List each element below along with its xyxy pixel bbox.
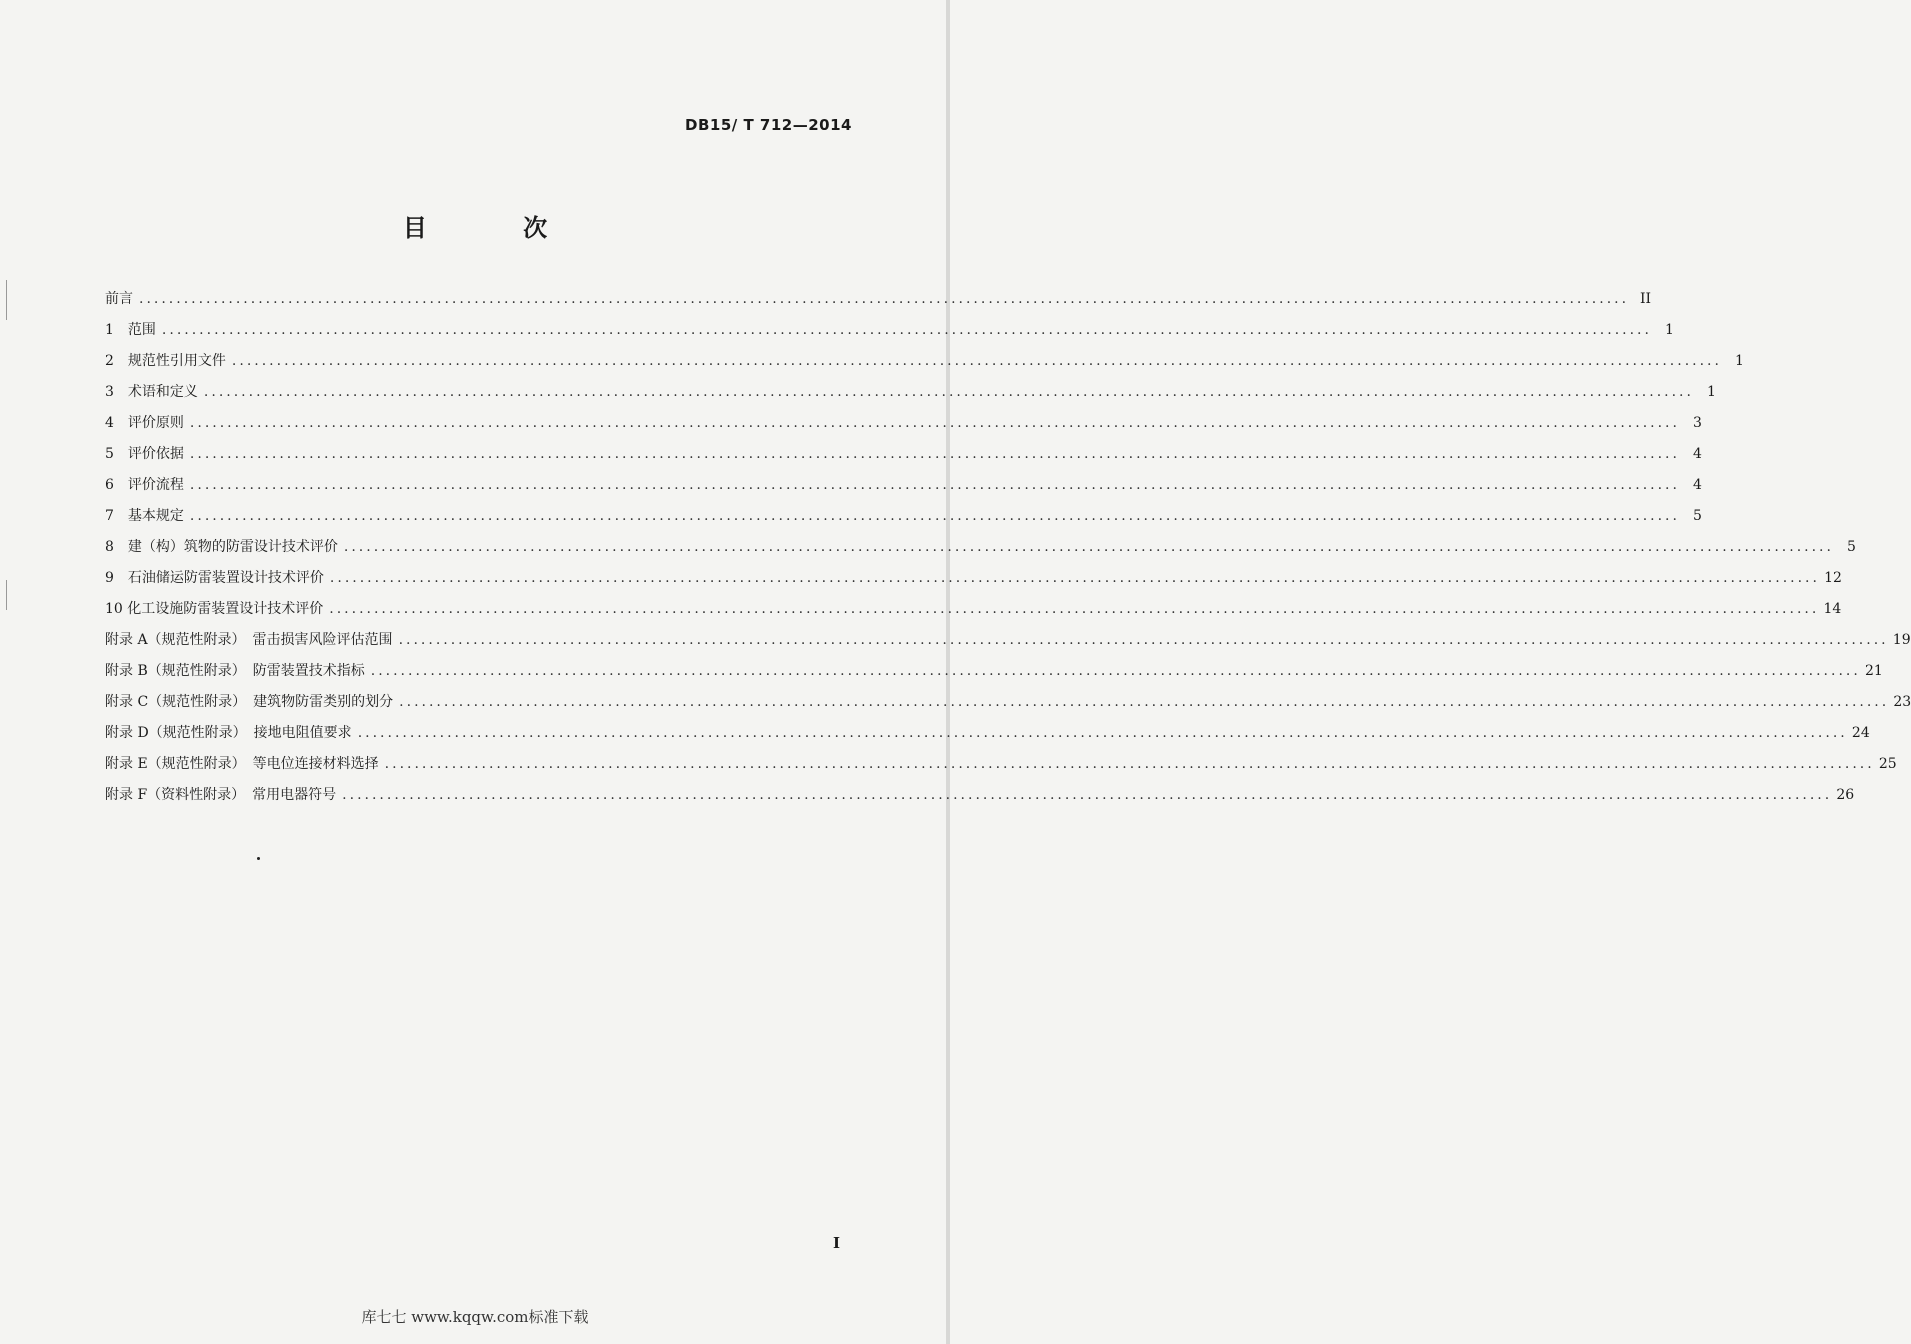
toc-entry-label: 附录 C（规范性附录） 建筑物防雷类别的划分 (105, 694, 394, 710)
toc-entry[interactable] (105, 629, 1911, 660)
toc-entry-label: 附录 A（规范性附录） 雷击损害风险评估范围 (105, 632, 393, 648)
toc-leader-dots: ........................................................................................................................................................................................................ (398, 632, 1889, 648)
toc-entry-label: 3 术语和定义 (105, 384, 198, 400)
toc-leader-dots: ........................................................................................................................................................................................................ (139, 291, 1630, 307)
scan-mark (6, 580, 7, 610)
toc-entry-page: 21 (1864, 663, 1883, 679)
standard-code: DB15/ T 712—2014 (685, 116, 852, 134)
toc-entry-page: 14 (1823, 601, 1842, 617)
toc-entry[interactable] (105, 753, 1897, 784)
scan-speck (257, 857, 260, 860)
toc-leader-dots: ........................................................................................................................................................................................................ (357, 725, 1848, 741)
page-number: I (832, 1234, 840, 1252)
toc-entry[interactable] (105, 505, 1702, 536)
toc-entry-page: 1 (1665, 322, 1674, 338)
toc-entry-page: II (1639, 291, 1652, 307)
toc-entry-label: 前言 (105, 291, 133, 307)
toc-entry-label: 4 评价原则 (105, 415, 184, 431)
toc-entry-page: 4 (1693, 446, 1702, 462)
toc-entry[interactable] (105, 443, 1702, 474)
toc-entry-label: 附录 E（规范性附录） 等电位连接材料选择 (105, 756, 379, 772)
toc-entry-label: 5 评价依据 (105, 446, 184, 462)
toc-leader-dots: ........................................................................................................................................................................................................ (189, 477, 1680, 493)
toc-entry-page: 1 (1707, 384, 1716, 400)
toc-entry-page: 3 (1693, 415, 1702, 431)
toc-entry-label: 10 化工设施防雷装置设计技术评价 (105, 601, 324, 617)
toc-leader-dots: ........................................................................................................................................................................................................ (343, 539, 1834, 555)
toc-entry[interactable] (105, 412, 1702, 443)
toc-leader-dots: ........................................................................................................................................................................................................ (231, 353, 1722, 369)
toc-entry-label: 2 规范性引用文件 (105, 353, 226, 369)
toc-leader-dots: ........................................................................................................................................................................................................ (189, 508, 1680, 524)
toc-entry[interactable] (105, 598, 1842, 629)
toc-entry-page: 5 (1693, 508, 1702, 524)
toc-entry-label: 6 评价流程 (105, 477, 184, 493)
toc-entry[interactable] (105, 722, 1870, 753)
toc-entry[interactable] (105, 536, 1856, 567)
toc-entry[interactable] (105, 381, 1716, 412)
toc-entry-label: 8 建（构）筑物的防雷设计技术评价 (105, 539, 338, 555)
toc-entry-page: 12 (1824, 570, 1842, 586)
toc-entry[interactable] (105, 784, 1855, 815)
toc-entry-page: 25 (1878, 756, 1897, 772)
toc-entry-page: 23 (1893, 694, 1911, 710)
toc-entry-label: 7 基本规定 (105, 508, 184, 524)
toc-entry[interactable] (105, 660, 1883, 691)
toc-leader-dots: ........................................................................................................................................................................................................ (203, 384, 1694, 400)
toc-entry-page: 26 (1836, 787, 1855, 803)
toc-entry-page: 4 (1693, 477, 1702, 493)
toc-entry-label: 附录 B（规范性附录） 防雷装置技术指标 (105, 663, 365, 679)
toc-leader-dots: ........................................................................................................................................................................................................ (370, 663, 1861, 679)
toc-entry-page: 24 (1851, 725, 1870, 741)
toc-entry-page: 5 (1847, 539, 1856, 555)
toc-entry-page: 1 (1735, 353, 1744, 369)
toc-leader-dots: ........................................................................................................................................................................................................ (384, 756, 1875, 772)
watermark-text: 库七七 www.kqqw.com标准下载 (361, 1308, 589, 1326)
toc-title: 目 次 (402, 214, 592, 242)
toc-entry[interactable] (105, 567, 1842, 598)
toc-leader-dots: ........................................................................................................................................................................................................ (189, 446, 1680, 462)
toc-leader-dots: ........................................................................................................................................................................................................ (329, 601, 1820, 617)
toc-entry[interactable] (105, 691, 1911, 722)
toc-leader-dots: ........................................................................................................................................................................................................ (329, 570, 1820, 586)
scan-mark (6, 280, 7, 320)
toc-leader-dots: ........................................................................................................................................................................................................ (161, 322, 1652, 338)
toc-leader-dots: ........................................................................................................................................................................................................ (399, 694, 1890, 710)
table-of-contents (105, 288, 1911, 815)
toc-leader-dots: ........................................................................................................................................................................................................ (189, 415, 1680, 431)
toc-entry-label: 附录 D（规范性附录） 接地电阻值要求 (105, 725, 352, 741)
toc-entry-label: 附录 F（资料性附录） 常用电器符号 (105, 787, 337, 803)
toc-entry[interactable] (105, 474, 1702, 505)
toc-entry[interactable] (105, 288, 1652, 319)
toc-entry-label: 1 范围 (105, 322, 156, 338)
toc-entry-page: 19 (1892, 632, 1911, 648)
toc-entry[interactable] (105, 350, 1744, 381)
toc-entry-label: 9 石油储运防雷装置设计技术评价 (105, 570, 324, 586)
toc-entry[interactable] (105, 319, 1674, 350)
toc-leader-dots: ........................................................................................................................................................................................................ (342, 787, 1833, 803)
